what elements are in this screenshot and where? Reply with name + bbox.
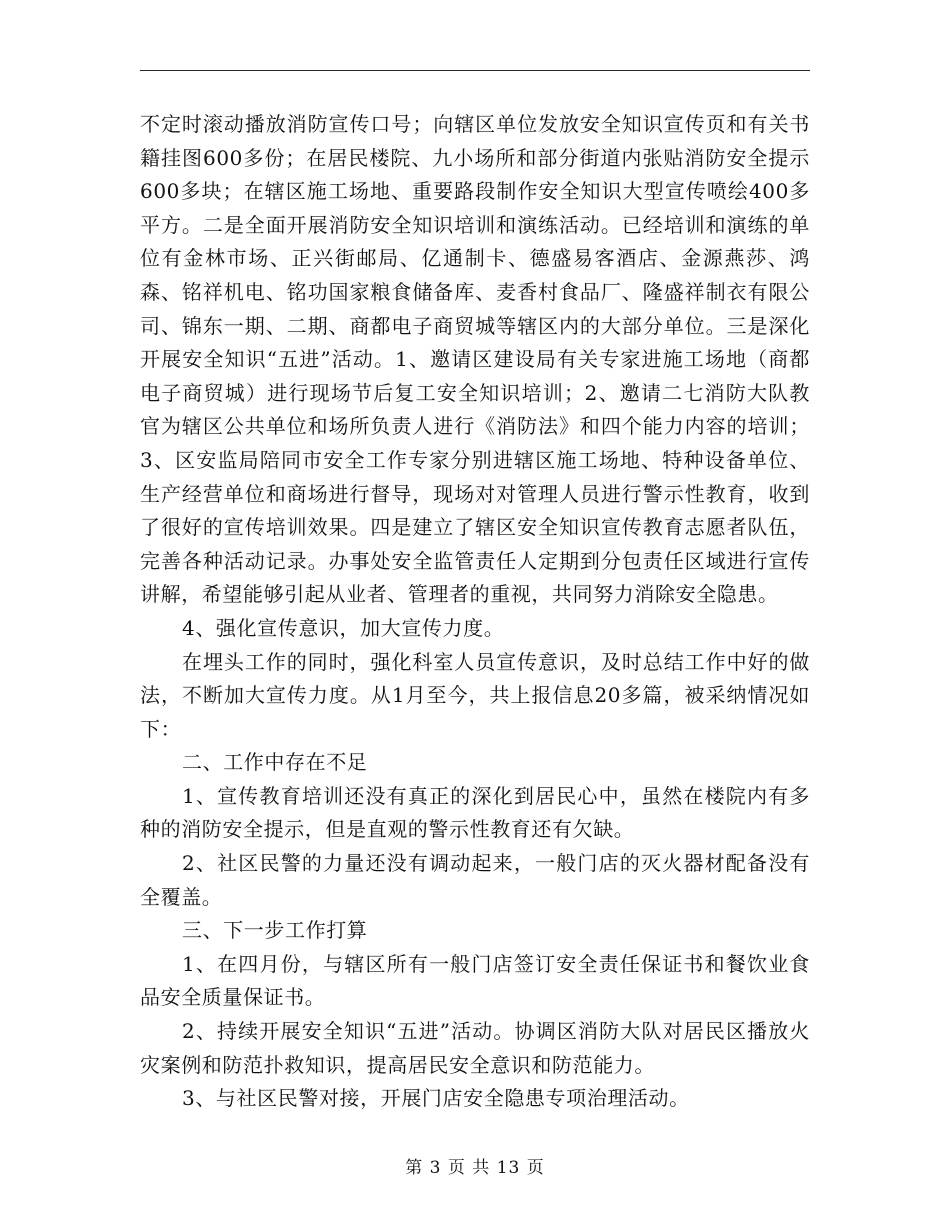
section-heading-shortcomings: 二、工作中存在不足 <box>182 750 368 775</box>
document-body <box>140 108 810 1116</box>
paragraph-heading-publicity: 4、强化宣传意识，加大宣传力度。 <box>182 615 505 640</box>
paragraph-next-step-1: 1、在四月份，与辖区所有一般门店签订安全责任保证书和餐饮业食品安全质量保证书。 <box>140 951 810 1010</box>
paragraph-publicity-detail: 在埋头工作的同时，强化科室人员宣传意识，及时总结工作中好的做法，不断加大宣传力度。从1月至今，共上报信息20多篇，被采纳情况如下： <box>140 649 810 741</box>
paragraph-next-step-3: 3、与社区民警对接，开展门店安全隐患专项治理活动。 <box>182 1086 690 1111</box>
paragraph-continued: 不定时滚动播放消防宣传口号；向辖区单位发放安全知识宣传页和有关书籍挂图600多份；在居民楼院、九小场所和部分街道内张贴消防安全提示600多块；在辖区施工场地、重要路段制作安全知识大型宣传喷绘400多平方。二是全面开展消防安全知识培训和演练活动。已经培训和演练的单位有金林市场、正兴街邮局、亿通制卡、德盛易客酒店、金源燕莎、鸿森、铭祥机电、铭功国家粮食储备库、麦香村食品厂、隆盛祥制衣有限公司、锦东一期、二期、商都电子商贸城等辖区内的大部分单位。三是深化开展安全知识“五进”活动。1、邀请区建设局有关专家进施工场地（商都电子商贸城）进行现场节后复工安全知识培训；2、邀请二七消防大队教官为辖区公共单位和场所负责人进行《消防法》和四个能力内容的培训；3、区安监局陪同市安全工作专家分别进辖区施工场地、特种设备单位、生产经营单位和商场进行督导，现场对对管理人员进行警示性教育，收到了很好的宣传培训效果。四是建立了辖区安全知识宣传教育志愿者队伍，完善各种活动记录。办事处安全监管责任人定期到分包责任区域进行宣传讲解，希望能够引起从业者、管理者的重视，共同努力消除安全隐患。 <box>140 112 810 607</box>
paragraph-shortcoming-1: 1、宣传教育培训还没有真正的深化到居民心中，虽然在楼院内有多种的消防安全提示，但是直观的警示性教育还有欠缺。 <box>140 783 810 842</box>
header-rule <box>140 70 810 71</box>
paragraph-next-step-2: 2、持续开展安全知识“五进”活动。协调区消防大队对居民区播放火灾案例和防范扑救知识，提高居民安全意识和防范能力。 <box>140 1019 810 1077</box>
paragraph-shortcoming-2: 2、社区民警的力量还没有调动起来，一般门店的灭火器材配备没有全覆盖。 <box>140 851 810 909</box>
page-footer: 第 3 页 共 13 页 <box>405 1158 545 1178</box>
section-heading-next-steps: 三、下一步工作打算 <box>182 918 368 943</box>
